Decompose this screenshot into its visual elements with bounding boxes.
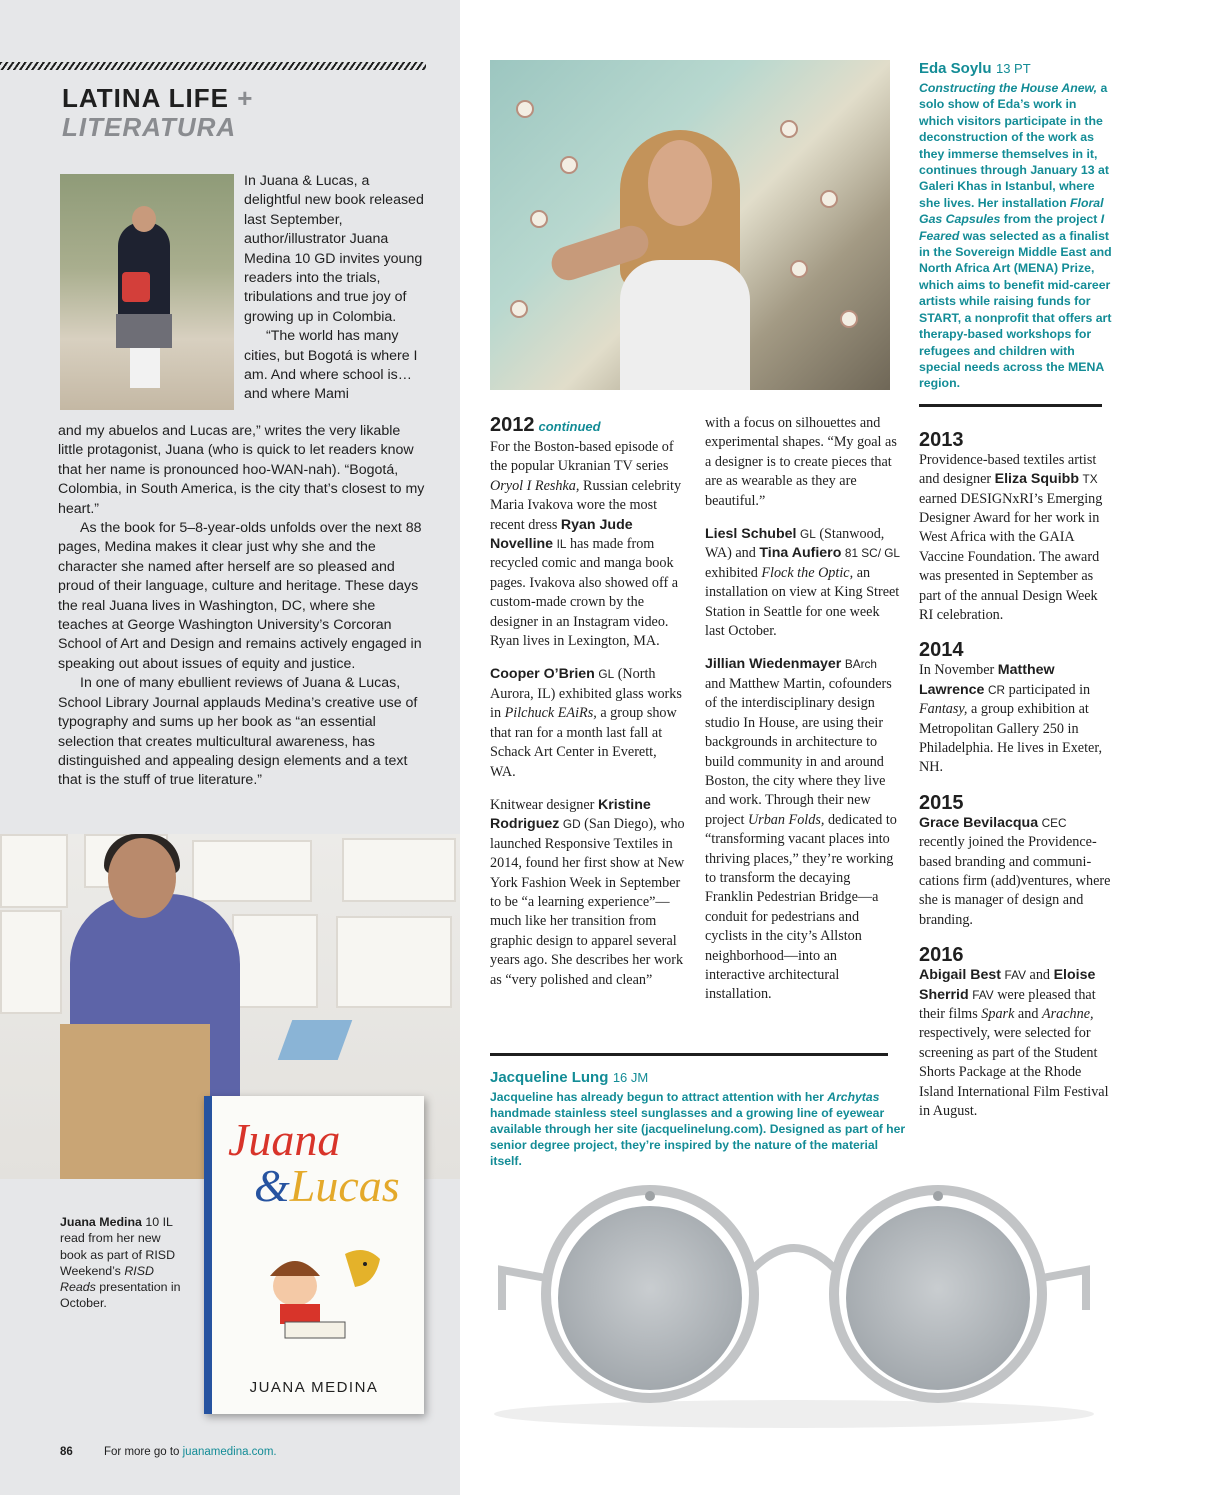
caption-code: 10 IL — [145, 1215, 173, 1229]
book-title-line2 — [254, 1162, 400, 1210]
book-title-lucas: Lucas — [289, 1160, 400, 1211]
footer-link[interactable]: juanamedina.com. — [182, 1446, 277, 1458]
page-number: 86 — [60, 1446, 73, 1458]
book-cover — [204, 1096, 424, 1414]
entry-lawrence: In November Matthew Lawrence CR participated in Fantasy, a group exhibition at Metropolitan Gallery 250 in Philadelphia. He lives in Exeter, NH. — [919, 662, 1103, 776]
sunglasses-photo — [462, 1168, 1126, 1438]
caption-italic: RISD Reads — [60, 1263, 154, 1295]
intro-wide-column — [58, 422, 428, 791]
entry-novelline: For the Boston-based episode of the popular Ukranian TV series Oryol I Reshka, Russian celebrity Maria Ivakova wore the most recent dress Ryan Jude Novelline IL has made from recycled comic and manga book pages. Ivakova also showed off a custom-made crown by the designer in an Instagram video. Ryan lives in Lexington, MA. — [490, 439, 682, 650]
entry-schubel-aufiero: Liesl Schubel GL (Stanwood, WA) and Tina Aufiero 81 SC/ GL exhibited Flock the Optic, an installation on view at King Street Station in Seattle for one week last October. — [705, 526, 900, 640]
entry-best-sherrid: Abigail Best FAV and Eloise Sherrid FAV were pleased that their films Spark and Arachne, respectively, were selected for screening as part of the Student Shorts Package at the Rhode Island International Film Festival in August. — [919, 967, 1109, 1120]
jacqueline-block — [490, 1069, 908, 1169]
entry-rodriguez: Knitwear designer Kristine Rodriguez GD (San Diego), who launched Responsive Textiles in 2014, found her first show at New York Fashion Week in September to be “a learning experience”—much like her transition from graphic design to apparel several years ago. She describes her work as “very polished and clean” — [490, 796, 685, 988]
section-2013 — [919, 429, 1114, 1122]
year-2016-heading: 2016 — [919, 944, 964, 967]
jacqueline-body: Jacqueline has already begun to attract attention with her Archytas handmade stainless steel sunglasses and a growing line of eyewear available through her site (jacquelinelung.com). Designed as part of her senior degree project, they’re inspired by the nature of the material itself. — [490, 1090, 906, 1169]
intro-narrow-column — [244, 172, 428, 405]
year-2015-heading: 2015 — [919, 791, 964, 814]
section-title-main: LATINA LIFE — [62, 83, 229, 113]
entry-bevilacqua: Grace Bevilacqua CEC recently joined the Providence-based branding and communications firm (add)ventures, where she is manager of design and branding. — [919, 814, 1111, 928]
continued-label: continued — [538, 419, 601, 434]
section-subtitle: LITERATURA — [62, 112, 237, 142]
hatch-divider — [0, 62, 426, 70]
column-2012-b — [705, 414, 900, 1019]
entry-squibb: Providence-based textiles artist and designer Eliza Squibb TX earned DESIGNxRI’s Emerging Designer Award for her work in West Africa with the GAIA Vaccine Foundation. The award was presented in September as part of the annual Design Week RI celebration. — [919, 451, 1103, 623]
footer-label: For more go to — [104, 1446, 180, 1458]
entry-wiedenmayer: Jillian Wiedenmayer BArch and Matthew Martin, cofounders of the interdisciplinary design studio In House, are using their backgrounds in architecture to build community in and around Boston, the city where they live and work. Through their new project Urban Folds, dedicated to “transforming vacant places into thriving places,” they’re working to transform the decaying Franklin Pedestrian Bridge—a conduit for pedestrians and cyclists in the city’s Allston neighborhood—into an interactive architectural installation. — [705, 656, 897, 1003]
book-title-amp: & — [254, 1160, 290, 1211]
year-2012-heading: 2012 continued — [490, 414, 601, 436]
jacqueline-rule — [490, 1053, 888, 1056]
intro-paragraph-2-end: and my abuelos and Lucas are,” writes the very likable little protagonist, Juana (who is quick to let readers know that her name is pronounced hoo-WAN-nah). “Bogotá, Colombia, in South America, is the city that’s closest to my heart.” — [58, 423, 425, 517]
eda-soylu-photo — [490, 60, 890, 390]
photo-caption — [60, 1214, 186, 1312]
eda-name: Eda Soylu — [919, 60, 992, 77]
section-title — [62, 84, 253, 142]
year-2014-heading: 2014 — [919, 639, 964, 662]
jacqueline-code: 16 JM — [612, 1070, 649, 1085]
eda-heading — [919, 60, 1114, 78]
year-2013-heading: 2013 — [919, 428, 964, 451]
caption-text-1: read from her new book as part of RISD Weekend’s — [60, 1231, 176, 1278]
juana-childhood-photo — [60, 174, 234, 410]
intro-paragraph-1: In Juana & Lucas, a delightful new book released last September, author/illustrator Juana Medina 10 GD invites young readers into the trials, tribulations and true joy of growing up in Colombia. — [244, 173, 424, 325]
book-author: JUANA MEDINA — [249, 1379, 379, 1396]
book-title-line1: Juana — [228, 1114, 341, 1165]
eda-body: Constructing the House Anew, a solo show of Eda’s work in which visitors participate in the deconstruction of the work as they immerse themselves in it, continues through January 13 at Galeri Khas in Istanbul, where she lives. Her installation Floral Gas Capsules from the project I Feared was selected as a finalist in the Sovereign Middle East and North Africa Art (MENA) Prize, which aims to benefit mid-career artists while raising funds for START, a nonprofit that offers art therapy-based workshops for refugees and children with special needs across the MENA region. — [919, 81, 1112, 391]
jacqueline-heading — [490, 1069, 908, 1087]
caption-name: Juana Medina — [60, 1215, 142, 1229]
jacqueline-name: Jacqueline Lung — [490, 1069, 609, 1086]
book-illustration — [240, 1224, 390, 1344]
entry-obrien: Cooper O’Brien GL (North Aurora, IL) exhibited glass works in Pilchuck EAiRs, a group show that ran for a month last fall at Schack Art Center in Everett, WA. — [490, 666, 682, 780]
column-right — [919, 60, 1114, 1136]
section-title-plus: + — [237, 83, 254, 113]
intro-paragraph-4: In one of many ebullient reviews of Juana & Lucas, School Library Journal applauds Medina’s creative use of typography and sums up her book as “an essential selection that creates multicultural awareness, has distinguished and appealing design elements and a text that is the stuff of true literature.” — [58, 675, 418, 789]
entry-rodriguez-cont: with a focus on silhouettes and experimental shapes. “My goal as a designer is to create pieces that are as wearable as they are beautiful.” — [705, 415, 897, 509]
caption-text-2: presentation in October. — [60, 1280, 181, 1311]
intro-paragraph-2-start: “The world has many cities, but Bogotá is where I am. And where school is… and where Mami — [244, 328, 418, 403]
intro-paragraph-3: As the book for 5–8-year-olds unfolds over the next 88 pages, Medina makes it clear just why she and the character she named after herself are so pleased and proud of their language, culture and heritage. These days the real Juana lives in Washington, DC, where she teaches at George Washington University’s Corcoran School of Art and Design and remains actively engaged in speaking out about issues of equity and justice. — [58, 520, 422, 672]
footer-text — [104, 1446, 277, 1458]
eda-code: 13 PT — [995, 61, 1031, 76]
column-2012-a — [490, 414, 685, 1004]
eda-rule — [919, 404, 1102, 407]
